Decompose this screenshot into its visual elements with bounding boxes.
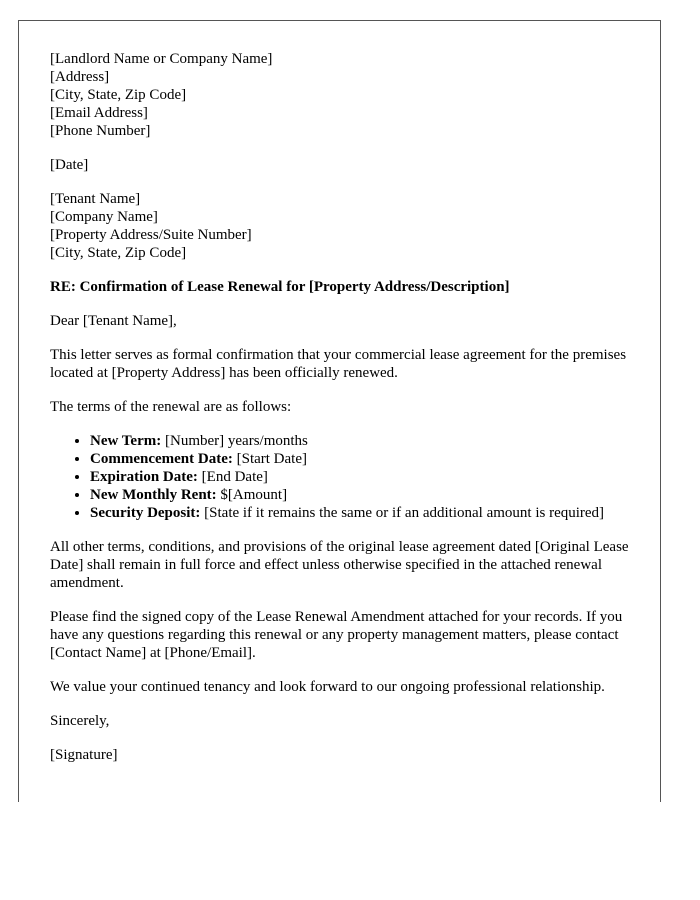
closing-note-paragraph: We value your continued tenancy and look forward to our ongoing professional relationship. (50, 679, 605, 695)
term-label: Security Deposit: (90, 505, 201, 521)
attachment-paragraph: Please find the signed copy of the Lease Renewal Amendment attached for your records. If you have any questions regarding this renewal or any property management matters, please contact [Contact Name] at [Phone/Email]. (50, 609, 623, 661)
sender-address: [Address] (50, 69, 110, 85)
letter-page (18, 20, 661, 802)
term-value: [End Date] (197, 469, 268, 485)
term-label: New Monthly Rent: (90, 487, 217, 503)
sender-name: [Landlord Name or Company Name] (50, 51, 273, 67)
term-label: Expiration Date: (90, 469, 198, 485)
term-value: [Number] years/months (161, 433, 308, 449)
intro-paragraph: This letter serves as formal confirmation that your commercial lease agreement for the premises located at [Property Address] has been officially renewed. (50, 347, 627, 381)
sender-city-state-zip: [City, State, Zip Code] (50, 87, 187, 103)
term-value: [State if it remains the same or if an additional amount is required] (200, 505, 605, 521)
subject-line: RE: Confirmation of Lease Renewal for [Property Address/Description] (50, 279, 510, 295)
terms-intro-paragraph: The terms of the renewal are as follows: (50, 399, 292, 415)
list-item (90, 450, 640, 468)
recipient-company-name: [Company Name] (50, 209, 158, 225)
list-item (90, 468, 640, 486)
sender-phone: [Phone Number] (50, 123, 151, 139)
term-value: $[Amount] (216, 487, 288, 503)
sender-email: [Email Address] (50, 105, 148, 121)
term-label: Commencement Date: (90, 451, 233, 467)
signature: [Signature] (50, 747, 118, 763)
date-block (50, 156, 640, 174)
letter-content (50, 50, 640, 780)
terms-list (50, 432, 640, 522)
recipient-tenant-name: [Tenant Name] (50, 191, 141, 207)
list-item (90, 504, 640, 522)
list-item (90, 486, 640, 504)
recipient-property-address: [Property Address/Suite Number] (50, 227, 252, 243)
recipient-city-state-zip: [City, State, Zip Code] (50, 245, 187, 261)
letter-date: [Date] (50, 157, 89, 173)
term-value: [Start Date] (232, 451, 307, 467)
sender-block (50, 50, 640, 140)
salutation: Dear [Tenant Name], (50, 313, 177, 329)
recipient-block (50, 190, 640, 262)
closing: Sincerely, (50, 713, 110, 729)
other-terms-paragraph: All other terms, conditions, and provisions of the original lease agreement dated [Original Lease Date] shall remain in full force and effect unless otherwise specified in the attached renewal amendment. (50, 539, 629, 591)
term-label: New Term: (90, 433, 162, 449)
list-item (90, 432, 640, 450)
